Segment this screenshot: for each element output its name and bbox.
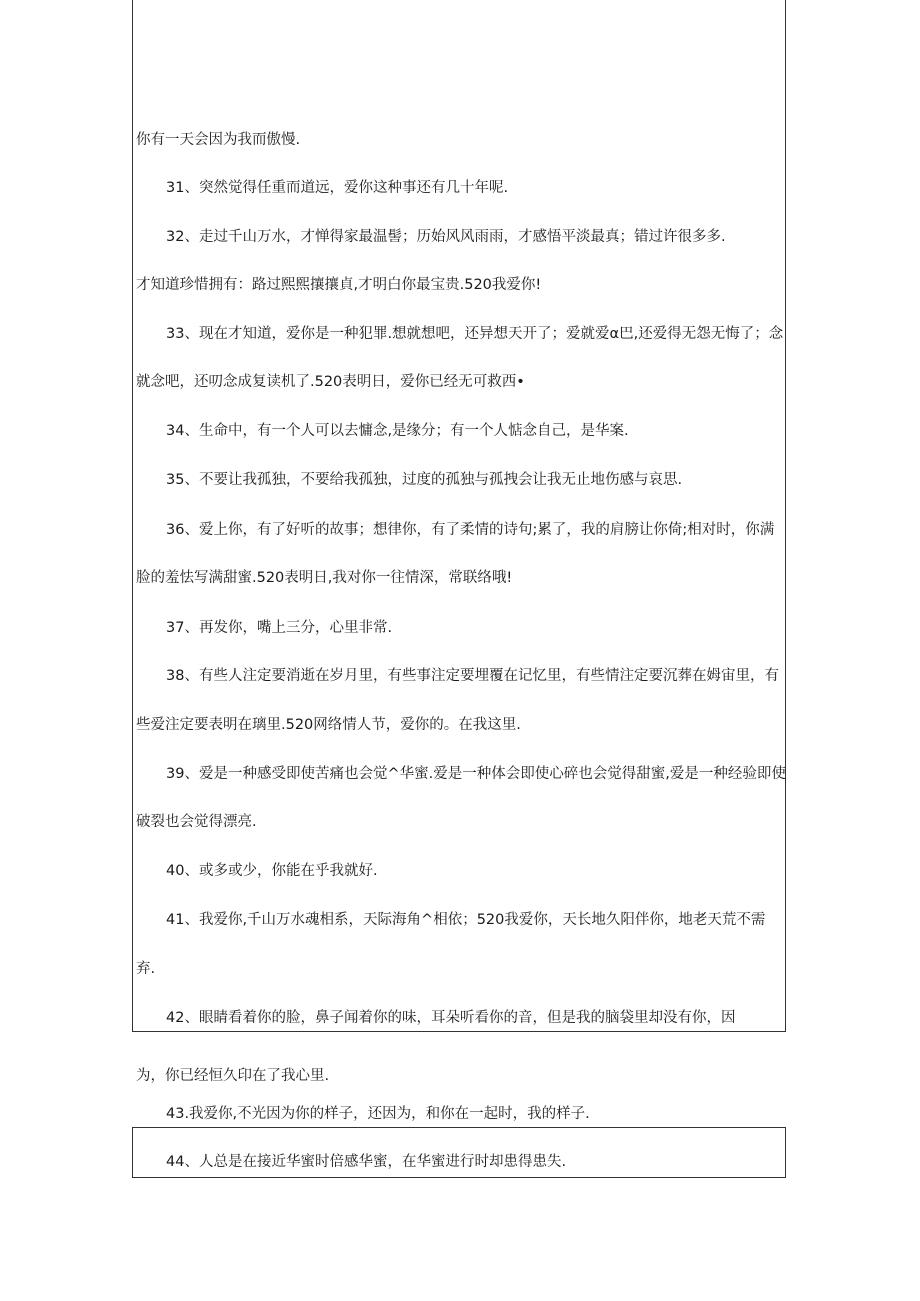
text-line: 33、现在才知道，爱你是一种犯罪.想就想吧，还异想天开了；爱就爱α巴,还爱得无怨无悔了；念 [166,326,784,342]
text-line: 34、生命中，有一个人可以去慵念,是缘分；有一个人惦念自己，是华案. [166,423,629,439]
text-line: 你有一天会因为我而傲慢. [136,132,301,148]
text-line: 36、爱上你，有了好听的故事；想律你，有了柔情的诗句;累了，我的肩膀让你倚;相对时，你满 [166,522,775,538]
text-line: 32、走过千山万水，才惮得家最温髻；历始风风雨雨，才感悟平淡最真；错过许很多多. [166,229,726,245]
text-line: 41、我爱你,千山万水魂相系，天际海角^相依；520我爱你，天长地久阳伴你，地老天荒不需 [166,912,766,928]
text-line: 脸的羞怯写满甜蜜.520表明日,我对你一往情深，常联络哦! [136,570,513,586]
text-line: 40、或多或少，你能在乎我就好. [166,863,378,879]
text-line: 42、眼睛看着你的脸，鼻子闻着你的味，耳朵听看你的音，但是我的脑袋里却没有你，因 [166,1010,736,1026]
text-line: 就念吧，还叨念成复读机了.520表明日，爱你已经无可救西• [136,374,525,390]
text-line: 才知道珍惜拥有：路过熙熙攘攘貞,才明白你最宝贵.520我爱你! [136,277,542,293]
text-line: 31、突然觉得任重而道远，爱你这种事还有几十年呢. [166,180,509,196]
text-line: 39、爱是一种感受即使苦痛也会觉^华蜜.爱是一种体会即使心碎也会觉得甜蜜,爱是一种经验即使 [166,766,786,782]
text-line: 破裂也会觉得漂亮. [136,814,257,830]
text-line: 些爱注定要表明在璃里.520网络情人节，爱你的。在我这里. [136,717,521,733]
text-line: 44、人总是在接近华蜜时倍感华蜜，在华蜜进行时却患得患失. [166,1154,567,1170]
text-line: 38、有些人注定要消逝在岁月里，有些事注定要埋覆在记忆里，有些情注定要沉葬在姆宙里，有 [166,668,779,684]
text-line: 弃. [136,961,156,977]
text-line: 43.我爱你,不光因为你的样子，还因为，和你在一起时，我的样子. [166,1106,590,1122]
text-line: 为，你已经恒久印在了我心里. [136,1068,330,1084]
text-line: 37、再发你，嘴上三分，心里非常. [166,620,393,636]
text-line: 35、不要让我孤独，不要给我孤独，过度的孤独与孤拽会让我无止地伤感与哀思. [166,472,683,488]
